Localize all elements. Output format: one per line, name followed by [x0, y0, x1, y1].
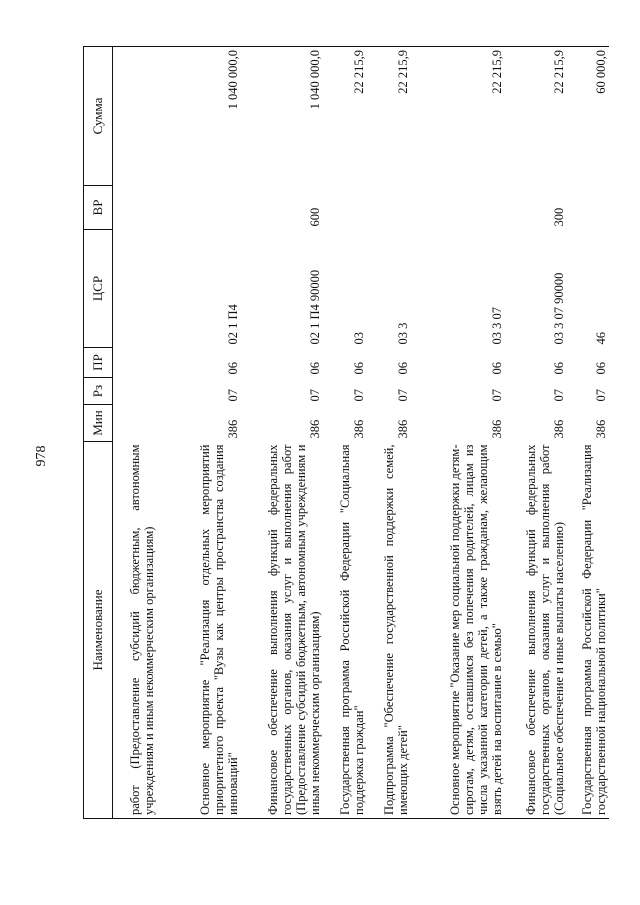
- row-vr: [113, 186, 157, 230]
- header-csr: ЦСР: [84, 230, 113, 348]
- row-min: 386: [225, 419, 240, 439]
- row-pr: 06: [395, 362, 410, 375]
- row-csr: 46: [593, 332, 608, 345]
- row-vr: 600: [307, 207, 322, 227]
- row-vr: [367, 186, 411, 230]
- row-name: Финансовое обеспечение выполнения функций федеральных государственных органов, оказания услуг и выполнения работ (Предоставление субсидий бюджетным, автономным учреждениям и иным некоммерческим организациям): [241, 442, 323, 819]
- row-vr: [157, 186, 241, 230]
- row-csr: [113, 230, 157, 348]
- budget-table-container: [83, 47, 608, 819]
- row-pr: 06: [307, 362, 322, 375]
- header-rz: Рз: [84, 378, 113, 405]
- row-min: 386: [489, 419, 504, 439]
- header-sum: Сумма: [84, 47, 113, 186]
- row-csr: 02 1 П4: [225, 304, 240, 345]
- row-vr: 300: [551, 207, 566, 227]
- row-name: Подпрограмма "Обеспечение государственной поддержки семей, имеющих детей": [367, 442, 411, 819]
- table-row: [411, 47, 505, 819]
- header-min: Мин: [84, 405, 113, 442]
- row-min: 386: [351, 419, 366, 439]
- row-name: Государственная программа Российской Федерации "Социальная поддержка граждан": [323, 442, 367, 819]
- row-pr: 06: [489, 362, 504, 375]
- row-pr: 06: [225, 362, 240, 375]
- table-row: [323, 47, 367, 819]
- table-row: [157, 47, 241, 819]
- row-vr: [567, 186, 609, 230]
- row-csr: 02 1 П4 90000: [307, 269, 322, 345]
- budget-table: [83, 46, 609, 819]
- row-min: 386: [307, 419, 322, 439]
- table-header-row: [84, 47, 113, 819]
- row-sum: 22 215,9: [411, 47, 505, 186]
- row-min: [113, 405, 157, 442]
- row-sum: 1 040 000,0: [157, 47, 241, 186]
- row-rz: 07: [307, 389, 322, 402]
- row-sum: 22 215,9: [323, 47, 367, 186]
- row-min: 386: [551, 419, 566, 439]
- row-sum: 60 000,0: [567, 47, 609, 186]
- row-csr: 03 3 07: [489, 307, 504, 345]
- header-vr: ВР: [84, 186, 113, 230]
- row-pr: 06: [593, 362, 608, 375]
- row-rz: [113, 378, 157, 405]
- row-min: 386: [395, 419, 410, 439]
- row-sum: 22 215,9: [367, 47, 411, 186]
- row-sum: 22 215,9: [505, 47, 567, 186]
- row-rz: 07: [489, 389, 504, 402]
- row-name: Основное мероприятие "Реализация отдельных мероприятий приоритетного проекта "Вузы как центры пространства создания инноваций": [157, 442, 241, 819]
- table-row: [567, 47, 609, 819]
- row-csr: 03: [351, 332, 366, 345]
- row-min: 386: [593, 419, 608, 439]
- row-pr: [113, 348, 157, 378]
- row-name: работ (Предоставление субсидий бюджетным, автономным учреждениям и иным некоммерческим организациям): [113, 442, 157, 819]
- row-rz: 07: [593, 389, 608, 402]
- page-number: 978: [34, 445, 49, 467]
- row-sum: 1 040 000,0: [241, 47, 323, 186]
- row-vr: [323, 186, 367, 230]
- row-csr: 03 3: [395, 322, 410, 345]
- row-name: Основное мероприятие "Оказание мер социальной поддержки детям-сиротам, детям, оставшимся без попечения родителей, лицам из числа указанной категории детей, а также гражданам, желающим взять детей на воспитание в семью": [411, 442, 505, 819]
- row-rz: 07: [395, 389, 410, 402]
- table-row: [367, 47, 411, 819]
- row-name: Государственная программа Российской Федерации "Реализация государственной национальной политики": [567, 442, 609, 819]
- row-vr: [411, 186, 505, 230]
- row-name: Финансовое обеспечение выполнения функций федеральных государственных органов, оказания услуг и выполнения работ (Социальное обеспечение и иные выплаты населению): [505, 442, 567, 819]
- table-row: [241, 47, 323, 819]
- table-row: [113, 47, 157, 819]
- row-pr: 06: [351, 362, 366, 375]
- row-csr: 03 3 07 90000: [551, 272, 566, 345]
- row-rz: 07: [225, 389, 240, 402]
- table-row: [505, 47, 567, 819]
- row-rz: 07: [351, 389, 366, 402]
- header-name: Наименование: [84, 442, 113, 819]
- row-sum: [113, 47, 157, 186]
- row-rz: 07: [551, 389, 566, 402]
- header-pr: ПР: [84, 348, 113, 378]
- row-pr: 06: [551, 362, 566, 375]
